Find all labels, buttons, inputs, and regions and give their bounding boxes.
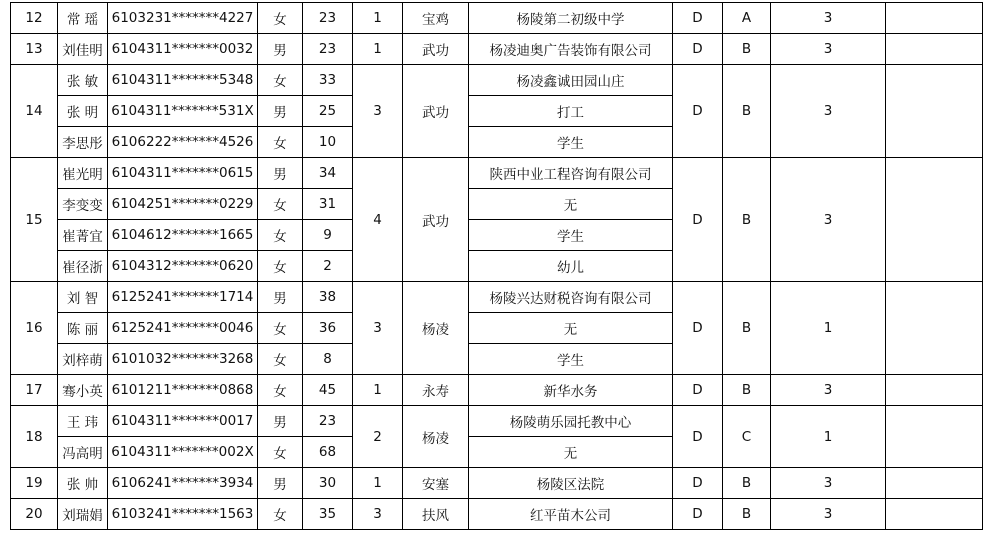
id-number-cell: 6101211*******0868 [108, 375, 258, 406]
score-cell: 3 [771, 65, 886, 158]
table-row [11, 282, 983, 313]
sex-cell: 男 [258, 34, 303, 65]
remarks-cell [886, 65, 983, 158]
applicant-table [10, 2, 983, 530]
sex-cell: 女 [258, 313, 303, 344]
age-cell: 45 [303, 375, 353, 406]
work-unit-cell: 无 [469, 437, 673, 468]
id-number-cell: 6104612*******1665 [108, 220, 258, 251]
town-cell: 武功 [403, 34, 469, 65]
name-cell: 张 帅 [58, 468, 108, 499]
sex-cell: 女 [258, 437, 303, 468]
name-cell: 崔光明 [58, 158, 108, 189]
group-number-cell: 15 [11, 158, 58, 282]
town-cell: 扶风 [403, 499, 469, 530]
age-cell: 23 [303, 3, 353, 34]
town-cell: 武功 [403, 65, 469, 158]
grade-cell: A [723, 3, 771, 34]
sex-cell: 男 [258, 406, 303, 437]
table-row [11, 158, 983, 189]
age-cell: 9 [303, 220, 353, 251]
category-d-cell: D [673, 499, 723, 530]
age-cell: 23 [303, 406, 353, 437]
id-number-cell: 6104311*******002X [108, 437, 258, 468]
name-cell: 刘佳明 [58, 34, 108, 65]
work-unit-cell: 杨陵萌乐园托教中心 [469, 406, 673, 437]
work-unit-cell: 无 [469, 313, 673, 344]
sex-cell: 女 [258, 3, 303, 34]
sex-cell: 男 [258, 158, 303, 189]
household-count-cell: 1 [353, 468, 403, 499]
group-number-cell: 19 [11, 468, 58, 499]
category-d-cell: D [673, 65, 723, 158]
work-unit-cell: 杨凌迪奥广告装饰有限公司 [469, 34, 673, 65]
grade-cell: B [723, 34, 771, 65]
sex-cell: 女 [258, 344, 303, 375]
sex-cell: 男 [258, 282, 303, 313]
name-cell: 李思彤 [58, 127, 108, 158]
household-count-cell: 3 [353, 282, 403, 375]
remarks-cell [886, 406, 983, 468]
table-row [11, 406, 983, 437]
group-number-cell: 18 [11, 406, 58, 468]
grade-cell: B [723, 468, 771, 499]
id-number-cell: 6104311*******5348 [108, 65, 258, 96]
name-cell: 李变变 [58, 189, 108, 220]
score-cell: 3 [771, 499, 886, 530]
age-cell: 33 [303, 65, 353, 96]
name-cell: 崔菁宜 [58, 220, 108, 251]
score-cell: 3 [771, 375, 886, 406]
remarks-cell [886, 375, 983, 406]
category-d-cell: D [673, 3, 723, 34]
grade-cell: B [723, 499, 771, 530]
sex-cell: 男 [258, 96, 303, 127]
town-cell: 杨凌 [403, 282, 469, 375]
household-count-cell: 3 [353, 65, 403, 158]
name-cell: 冯高明 [58, 437, 108, 468]
name-cell: 王 玮 [58, 406, 108, 437]
name-cell: 陈 丽 [58, 313, 108, 344]
work-unit-cell: 幼儿 [469, 251, 673, 282]
score-cell: 3 [771, 468, 886, 499]
work-unit-cell: 学生 [469, 127, 673, 158]
id-number-cell: 6103241*******1563 [108, 499, 258, 530]
name-cell: 崔径浙 [58, 251, 108, 282]
work-unit-cell: 杨陵第二初级中学 [469, 3, 673, 34]
household-count-cell: 2 [353, 406, 403, 468]
id-number-cell: 6106222*******4526 [108, 127, 258, 158]
score-cell: 1 [771, 406, 886, 468]
table-row [11, 34, 983, 65]
household-count-cell: 4 [353, 158, 403, 282]
group-number-cell: 12 [11, 3, 58, 34]
id-number-cell: 6104312*******0620 [108, 251, 258, 282]
grade-cell: B [723, 375, 771, 406]
household-count-cell: 1 [353, 375, 403, 406]
remarks-cell [886, 3, 983, 34]
score-cell: 3 [771, 158, 886, 282]
remarks-cell [886, 158, 983, 282]
sex-cell: 男 [258, 468, 303, 499]
table-row [11, 468, 983, 499]
remarks-cell [886, 34, 983, 65]
work-unit-cell: 红平苗木公司 [469, 499, 673, 530]
sex-cell: 女 [258, 251, 303, 282]
id-number-cell: 6104311*******0032 [108, 34, 258, 65]
name-cell: 刘梓萌 [58, 344, 108, 375]
name-cell: 张 敏 [58, 65, 108, 96]
age-cell: 2 [303, 251, 353, 282]
town-cell: 宝鸡 [403, 3, 469, 34]
work-unit-cell: 学生 [469, 344, 673, 375]
sex-cell: 女 [258, 499, 303, 530]
sex-cell: 女 [258, 65, 303, 96]
town-cell: 武功 [403, 158, 469, 282]
age-cell: 8 [303, 344, 353, 375]
id-number-cell: 6125241*******0046 [108, 313, 258, 344]
age-cell: 38 [303, 282, 353, 313]
age-cell: 35 [303, 499, 353, 530]
work-unit-cell: 学生 [469, 220, 673, 251]
work-unit-cell: 无 [469, 189, 673, 220]
sex-cell: 女 [258, 375, 303, 406]
sex-cell: 女 [258, 220, 303, 251]
name-cell: 刘 智 [58, 282, 108, 313]
table-row [11, 65, 983, 96]
age-cell: 23 [303, 34, 353, 65]
category-d-cell: D [673, 406, 723, 468]
work-unit-cell: 杨陵区法院 [469, 468, 673, 499]
work-unit-cell: 陕西中业工程咨询有限公司 [469, 158, 673, 189]
town-cell: 永寿 [403, 375, 469, 406]
id-number-cell: 6104311*******0615 [108, 158, 258, 189]
household-count-cell: 3 [353, 499, 403, 530]
age-cell: 34 [303, 158, 353, 189]
id-number-cell: 6103231*******4227 [108, 3, 258, 34]
id-number-cell: 6125241*******1714 [108, 282, 258, 313]
name-cell: 常 瑶 [58, 3, 108, 34]
grade-cell: B [723, 282, 771, 375]
score-cell: 3 [771, 34, 886, 65]
id-number-cell: 6104311*******531X [108, 96, 258, 127]
id-number-cell: 6106241*******3934 [108, 468, 258, 499]
remarks-cell [886, 282, 983, 375]
household-count-cell: 1 [353, 34, 403, 65]
remarks-cell [886, 468, 983, 499]
group-number-cell: 14 [11, 65, 58, 158]
group-number-cell: 13 [11, 34, 58, 65]
name-cell: 骞小英 [58, 375, 108, 406]
age-cell: 10 [303, 127, 353, 158]
town-cell: 杨凌 [403, 406, 469, 468]
work-unit-cell: 新华水务 [469, 375, 673, 406]
sex-cell: 女 [258, 127, 303, 158]
group-number-cell: 17 [11, 375, 58, 406]
table-row [11, 375, 983, 406]
age-cell: 36 [303, 313, 353, 344]
town-cell: 安塞 [403, 468, 469, 499]
grade-cell: B [723, 158, 771, 282]
category-d-cell: D [673, 158, 723, 282]
category-d-cell: D [673, 34, 723, 65]
id-number-cell: 6101032*******3268 [108, 344, 258, 375]
score-cell: 1 [771, 282, 886, 375]
work-unit-cell: 打工 [469, 96, 673, 127]
category-d-cell: D [673, 282, 723, 375]
age-cell: 30 [303, 468, 353, 499]
score-cell: 3 [771, 3, 886, 34]
group-number-cell: 16 [11, 282, 58, 375]
household-count-cell: 1 [353, 3, 403, 34]
group-number-cell: 20 [11, 499, 58, 530]
id-number-cell: 6104311*******0017 [108, 406, 258, 437]
remarks-cell [886, 499, 983, 530]
id-number-cell: 6104251*******0229 [108, 189, 258, 220]
grade-cell: B [723, 65, 771, 158]
age-cell: 31 [303, 189, 353, 220]
category-d-cell: D [673, 468, 723, 499]
work-unit-cell: 杨陵兴达财税咨询有限公司 [469, 282, 673, 313]
category-d-cell: D [673, 375, 723, 406]
table-row [11, 499, 983, 530]
grade-cell: C [723, 406, 771, 468]
work-unit-cell: 杨凌鑫诚田园山庄 [469, 65, 673, 96]
sex-cell: 女 [258, 189, 303, 220]
age-cell: 25 [303, 96, 353, 127]
table-row [11, 3, 983, 34]
name-cell: 张 明 [58, 96, 108, 127]
age-cell: 68 [303, 437, 353, 468]
name-cell: 刘瑞娟 [58, 499, 108, 530]
